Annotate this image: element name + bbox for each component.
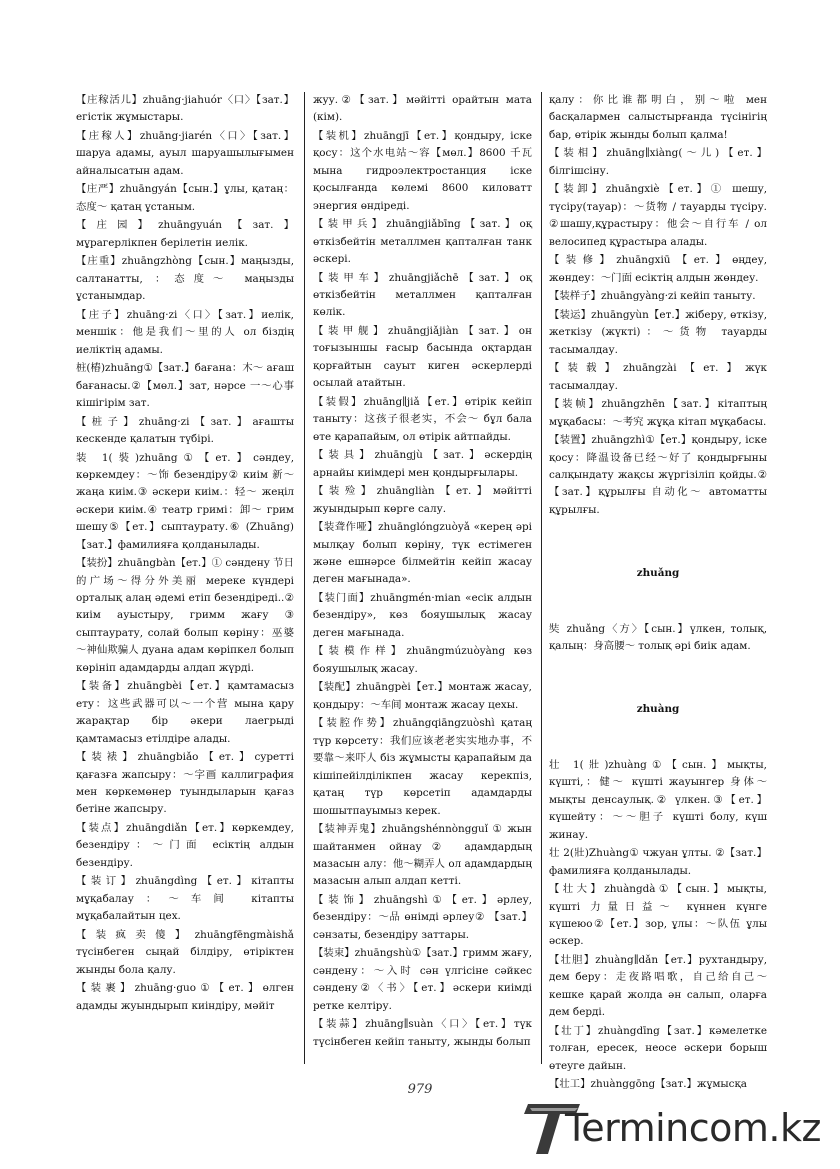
dictionary-entry: 【庄稼人】zhuāng·jiarén〈口〉【зат.】шаруа адамы, ауыл шаруашылығымен айналысатын адам. bbox=[76, 130, 294, 177]
dictionary-entry: 【装束】zhuāngshù①【зат.】гримм жағу, сәндену：～入时 сән үлгісіне сәйкес сәндену②〈书〉【ет.】әскери киімді ретке келтіру. bbox=[313, 947, 532, 1012]
dictionary-entry: 桩(樁)zhuāng①【зат.】бағана：木～ ағаш бағанасы.②【мөл.】зат, нәрсе 一～心事 кішігірім зат. bbox=[76, 362, 294, 410]
page-number: 979 bbox=[407, 1082, 433, 1097]
dictionary-entry: 【庄稼活儿】zhuāng·jiahuór〈口〉【зат.】егістік жұмыстары. bbox=[76, 94, 294, 124]
dictionary-entry: 壮 2(壯)Zhuàng① чжуан ұлты. ②【зат.】фамилияға қолданылады. bbox=[549, 847, 767, 877]
dictionary-entry: 【装机】zhuāngjī【ет.】қондыру, іске қосу：这个水电站～容【мөл.】8600 千瓦 мына гидроэлектростанция іске қосылғанда көлемі 8600 киловатт энергия өндіреді. bbox=[313, 130, 532, 212]
dictionary-entry: 【壮胆】zhuàng∥dǎn【ет.】рухтандыру, дем беру：走夜路唱歌，自己给自己～ кешке қарай жолда ән салып, оларға дем берді. bbox=[549, 953, 767, 1019]
dictionary-entry: 【庄园】zhuāngyuán【зат.】мұрагерлікпен берілетін иелік. bbox=[76, 219, 294, 249]
dictionary-entry: 【装假】zhuāng∥jiǎ【ет.】өтірік кейіп таныту：这孩子很老实，不会～ бұл бала өте қарапайым, ол өтірік айтпайды. bbox=[313, 395, 532, 443]
dictionary-entry: 【装订】zhuāngdìng【ет.】кітапты мұқабалау：～车间 кітапты мұқабалайтын цех. bbox=[76, 875, 294, 923]
column-3-entries-a bbox=[549, 92, 767, 519]
dictionary-entry: 装 1(裝)zhuāng①【ет.】сәндеу, көркемдеу：～饰 безендіру② киім 新～жаңа киім.③ әскери киім.：轻～ жеңіл әскери киім.④ театр гримі：卸～ грим шешу⑤【ет.】сыптаурату.⑥ (Zhuāng)【зат.】фамилияға қолданылады. bbox=[76, 451, 294, 551]
dictionary-entry: 【装蒜】zhuāng∥suàn〈口〉【ет.】түк түсінбеген кейіп таныту, жынды болып bbox=[313, 1018, 532, 1048]
dictionary-entry: 【装扮】zhuāngbàn【ет.】① сәндену 节日的广场～得分外美丽 мереке күндері орталық алаң әдемі етіп безендіреді..② киім ауыстыру, гримм жағу ③ сыптаурату, солай болып көріну：巫婆～神仙欺骗人 дуана адам көріпкел болып көрініп адамдарды алдап жүрді. bbox=[76, 557, 294, 674]
dictionary-entry: 【装裹】zhuāng·guo①【ет.】өлген адамды жуындырып киіндіру, мәйіт bbox=[76, 982, 294, 1012]
dictionary-entry: 【装聋作哑】zhuānglóngzuòyǎ «керең әрі мылқау болып көріну, түк естімеген және ешнәрсе білмейтін кейіп жасау деген мағынада». bbox=[313, 521, 532, 586]
column-3-entries-b bbox=[549, 621, 767, 656]
column-3 bbox=[549, 92, 767, 1091]
column-divider bbox=[541, 92, 542, 1064]
dictionary-entry: 壮 1(壯)zhuàng①【сын.】мықты, күшті,：健～ күшті жауынгер 身体～ мықты денсаулық.② үлкен.③【ет.】күшейту：～～胆子 күшті болу, күш жинау. bbox=[549, 758, 767, 841]
dictionary-entry: 【庄重】zhuāngzhòng【сын.】маңызды, салтанатты, ：态度～ маңызды ұстанымдар. bbox=[76, 255, 294, 303]
dictionary-entry: 【装卸】zhuāngxiè【ет.】① шешу, түсіру(тауар)：～货物 / тауарды түсіру. ②шашу,құрастыру：他会～自行车 / ол велосипед құрастыра алады. bbox=[549, 183, 767, 248]
dictionary-entry: 【桩子】zhuāng·zi【зат.】ағашты кескенде қалатын түбірі. bbox=[76, 415, 294, 446]
dictionary-entry: 【庄子】zhuāng·zi〈口〉【зат.】иелік, меншік：他是我们～里的人 ол біздің иеліктің адамы. bbox=[76, 308, 294, 356]
dictionary-entry: 【装殓】zhuāngliàn【ет.】мәйітті жуындырып көрге салу. bbox=[313, 485, 532, 515]
dictionary-entry: жуу.②【зат.】мәйітті орайтын мата (кім). bbox=[313, 94, 532, 124]
dictionary-entry: 【装帧】zhuāngzhēn【зат.】кітаптың мұқабасы：～考究 жұқа кітап мұқабасы. bbox=[549, 398, 767, 428]
column-3-entries-c bbox=[549, 757, 767, 1094]
column-1 bbox=[76, 92, 294, 1064]
dictionary-entry: 奘 zhuǎng〈方〉【сын.】үлкен, толық, қалың：身高腰～ толық әрі биік адам. bbox=[549, 622, 767, 653]
dictionary-entry: 【装甲兵】zhuāngjiǎbīng【зат.】оқ өткізбейтін металлмен қапталған танк әскері. bbox=[313, 218, 532, 266]
dictionary-entry: 【装点】zhuāngdiǎn【ет.】көркемдеу, безендіру：～门面 есіктің алдын безендіру. bbox=[76, 821, 294, 869]
dictionary-entry: қалу：你比谁都明白，别～啦 мен басқалармен салыстырғанда түсінігің бар, өтірік жынды болып қалма! bbox=[549, 94, 767, 141]
dictionary-entry: 【壮大】zhuàngdà①【сын.】мықты, күшті 力量日益～ күннен күнге күшеюо②【ет.】зор, ұлы：～队伍 ұлы әскер. bbox=[549, 883, 767, 948]
section-heading: zhuàng bbox=[636, 703, 680, 716]
dictionary-entry: 【装置】zhuāngzhì①【ет.】қондыру, іске қосу：降温设备已经～好了 қондырғыны салқындату жақсы жүргізіліп қойды.②【зат.】құрылғы 自动化～ автоматты құрылғы. bbox=[549, 434, 767, 516]
section-heading: zhuǎng bbox=[636, 567, 680, 580]
dictionary-entry: 【装样子】zhuāngyàng·zi кейіп таныту. bbox=[549, 290, 756, 303]
dictionary-entry: 【装相】zhuāng∥xiàng(～儿)【ет.】білгішсіну. bbox=[549, 147, 767, 177]
dictionary-entry: 【装疯卖傻】zhuāngfēngmàishǎ түсінбеген сыңай білдіру, өтіріктен жынды бола қалу. bbox=[76, 928, 294, 976]
dictionary-entry: 【庄严】zhuāngyán【сын.】ұлы, қатаң：态度～ қатаң ұстаным. bbox=[76, 183, 294, 213]
column-2 bbox=[313, 92, 532, 1064]
termincom-logo bbox=[520, 1098, 820, 1158]
dictionary-entry: 【装模作样】zhuāngmúzuòyàng көз бояушылық жасау. bbox=[313, 645, 532, 675]
dictionary-entry: 【装甲舰】zhuāngjiǎjiàn【зат.】он тоғызыншы ғасыр басында оқтардан қорғайтын сауыт киген әскерлерді осылай атайтын. bbox=[313, 325, 532, 390]
dictionary-entry: 【装备】zhuāngbèi【ет.】қамтамасыз ету：这些武器可以～一个营 мына қару жарақтар бір әкери лаегрыді қамтамасыз етілдіре алады. bbox=[76, 680, 294, 745]
dictionary-entry: 【装门面】zhuāngmén·mian «есік алдын безендіру», көз бояушылық жасау деген мағынада. bbox=[313, 592, 532, 639]
dictionary-entry: 【装具】zhuāngjù【зат.】әскердің арнайы киімдері мен қондырғылары. bbox=[313, 449, 532, 479]
dictionary-entry: 【装饰】zhuāngshì①【ет.】әрлеу, безендіру：～品 өнімді әрлеу② 【зат.】сәнзаты, безендіру заттары. bbox=[313, 893, 532, 941]
logo-text: Termincom.kz bbox=[565, 1106, 821, 1150]
dictionary-entry: 【装裱】zhuāngbiǎo【ет.】суретті қағазға жапсыру：～字画 каллиграфия мен көркемөнер туындыларын қағаз бетіне жапсыру. bbox=[76, 751, 294, 816]
dictionary-entry: 【装运】zhuāngyùn【ет.】жіберу, өткізу, жеткізу (жүкті)：～货物 тауарды тасымалдау. bbox=[549, 308, 767, 356]
dictionary-entry: 【装神弄鬼】zhuāngshénnòngguǐ ① жын шайтанмен ойнау② адамдардың мазасын алу：他～糊弄人 ол адамдардың мазасын алып алдап кетті. bbox=[313, 823, 532, 888]
dictionary-entry: 【壮丁】zhuàngdīng【зат.】кәмелетке толған, ересек, неосе әскери борыш өтеуге дайын. bbox=[549, 1024, 767, 1072]
dictionary-entry: 【壮工】zhuànggōng【зат.】жұмысқа bbox=[549, 1078, 747, 1091]
dictionary-entry: 【装修】zhuāngxiū【ет.】өңдеу, жөндеу：～门面 есіктің алдын жөндеу. bbox=[549, 254, 767, 284]
column-divider bbox=[304, 92, 305, 1064]
dictionary-entry: 【装甲车】zhuāngjiǎchē【зат.】оқ өткізбейтін металлмен қапталған көлік. bbox=[313, 271, 532, 319]
dictionary-entry: 【装腔作势】zhuāngqiāngzuòshì қатаң түр көрсету：我们应该老老实实地办事，不要靠～来吓人 біз жұмысты қарапайым да кішіпейілділікпен жасау керекпіз, қатаң түр көрсетіп адамдарды шошытпауымыз керек. bbox=[313, 717, 532, 817]
dictionary-entry: 【装载】zhuāngzài【ет.】жүк тасымалдау. bbox=[549, 362, 767, 392]
dictionary-entry: 【装配】zhuāngpèi【ет.】монтаж жасау, қондыру：～车间 монтаж жасау цехы. bbox=[313, 681, 532, 711]
